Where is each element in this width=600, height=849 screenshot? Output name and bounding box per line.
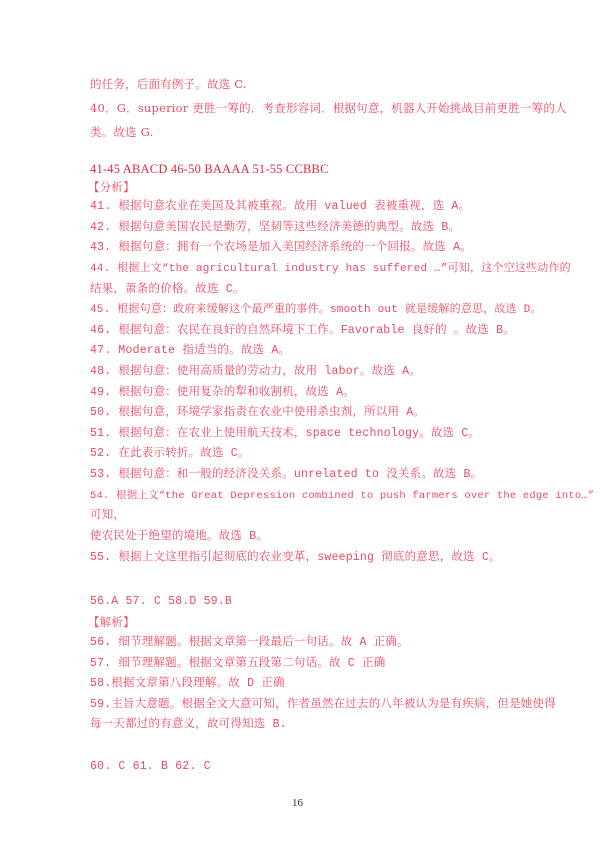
explanation-53: 53. 根据句意：和一般的经济没关系。unrelated to 没关系。故选 B。 <box>90 468 483 481</box>
answer-key-41-55: 41-45 ABACD 46-50 BAAAA 51-55 CCBBC <box>90 162 329 176</box>
explanation-46: 46. 根据句意：农民在良好的自然环境下工作。Favorable 良好的 。故选 B。 <box>90 324 515 337</box>
text-line: 可知， <box>90 509 126 522</box>
explanation-44: 44. 根据上文“the agricultural industry has suffered …”可知，这个空这些动作的 <box>90 263 571 275</box>
explanation-47: 47. Moderate 指适当的。故选 A。 <box>90 344 291 357</box>
text-line: 结果，萧条的价格。故选 C。 <box>90 283 245 296</box>
answer-40: 40．G．superior 更胜一筹的．考查形容词．根据句意，机器人开始挑战目前更胜一筹的人 <box>90 101 567 115</box>
text-line: 每一天都过的有意义，故可得知选 B. <box>90 718 287 731</box>
explanation-54: 54. 根据上文“the Great Depression combined to push farmers over the edge into…” <box>90 490 595 502</box>
text-line: 使农民处于绝望的境地。故选 B。 <box>90 530 269 543</box>
text-line: 的任务，后面有例子。故选 C. <box>90 77 247 91</box>
explanation-41: 41. 根据句意农业在美国及其被重视。故用 valued 表被重视，选 A。 <box>90 200 471 213</box>
explanation-48: 48. 根据句意：使用高质量的劳动力，故用 labor。故选 A。 <box>90 365 421 378</box>
answer-key-56-59: 56.A 57. C 58.D 59.B <box>90 595 233 608</box>
explanation-56: 56. 细节理解题。根据文章第一段最后一句话。故 A 正确。 <box>90 636 409 649</box>
section-heading-explanation: 【解析】 <box>88 615 135 629</box>
answer-key-60-62: 60. C 61. B 62. C <box>90 760 211 773</box>
explanation-55: 55. 根据上文这里指引起彻底的农业变革，sweeping 彻底的意思，故选 C。 <box>90 551 501 564</box>
page-number: 16 <box>292 797 303 809</box>
explanation-42: 42. 根据句意美国农民是勤劳，坚韧等这些经济美德的典型。故选 B。 <box>90 221 461 234</box>
section-heading-analysis: 【分析】 <box>88 180 135 194</box>
explanation-43: 43. 根据句意：拥有一个农场是加入美国经济系统的一个回报。故选 A。 <box>90 241 472 254</box>
explanation-52: 52. 在此表示转折。故选 C。 <box>90 447 250 460</box>
explanation-50: 50. 根据句意，环境学家指责在农业中使用杀虫剂，所以用 A。 <box>90 406 426 419</box>
explanation-51: 51. 根据句意：在农业上使用航天技术，space technology。故选 C。 <box>90 427 481 440</box>
text-line: 类。故选 G. <box>90 125 154 139</box>
explanation-59: 59.主旨大意题。根据全文大意可知，作者虽然在过去的八年被认为是有疾病，但是她使得 <box>90 698 556 711</box>
explanation-49: 49. 根据句意：使用复杂的犁和收割机，故选 A。 <box>90 386 355 399</box>
explanation-58: 58.根据文章第八段理解。故 D 正确 <box>90 677 285 690</box>
explanation-45: 45. 根据句意：政府来缓解这个最严重的事件。smooth out 就是缓解的意思，故选 D。 <box>90 304 542 316</box>
explanation-57: 57. 细节理解题。根据文章第五段第二句话。故 C 正确 <box>90 657 386 670</box>
